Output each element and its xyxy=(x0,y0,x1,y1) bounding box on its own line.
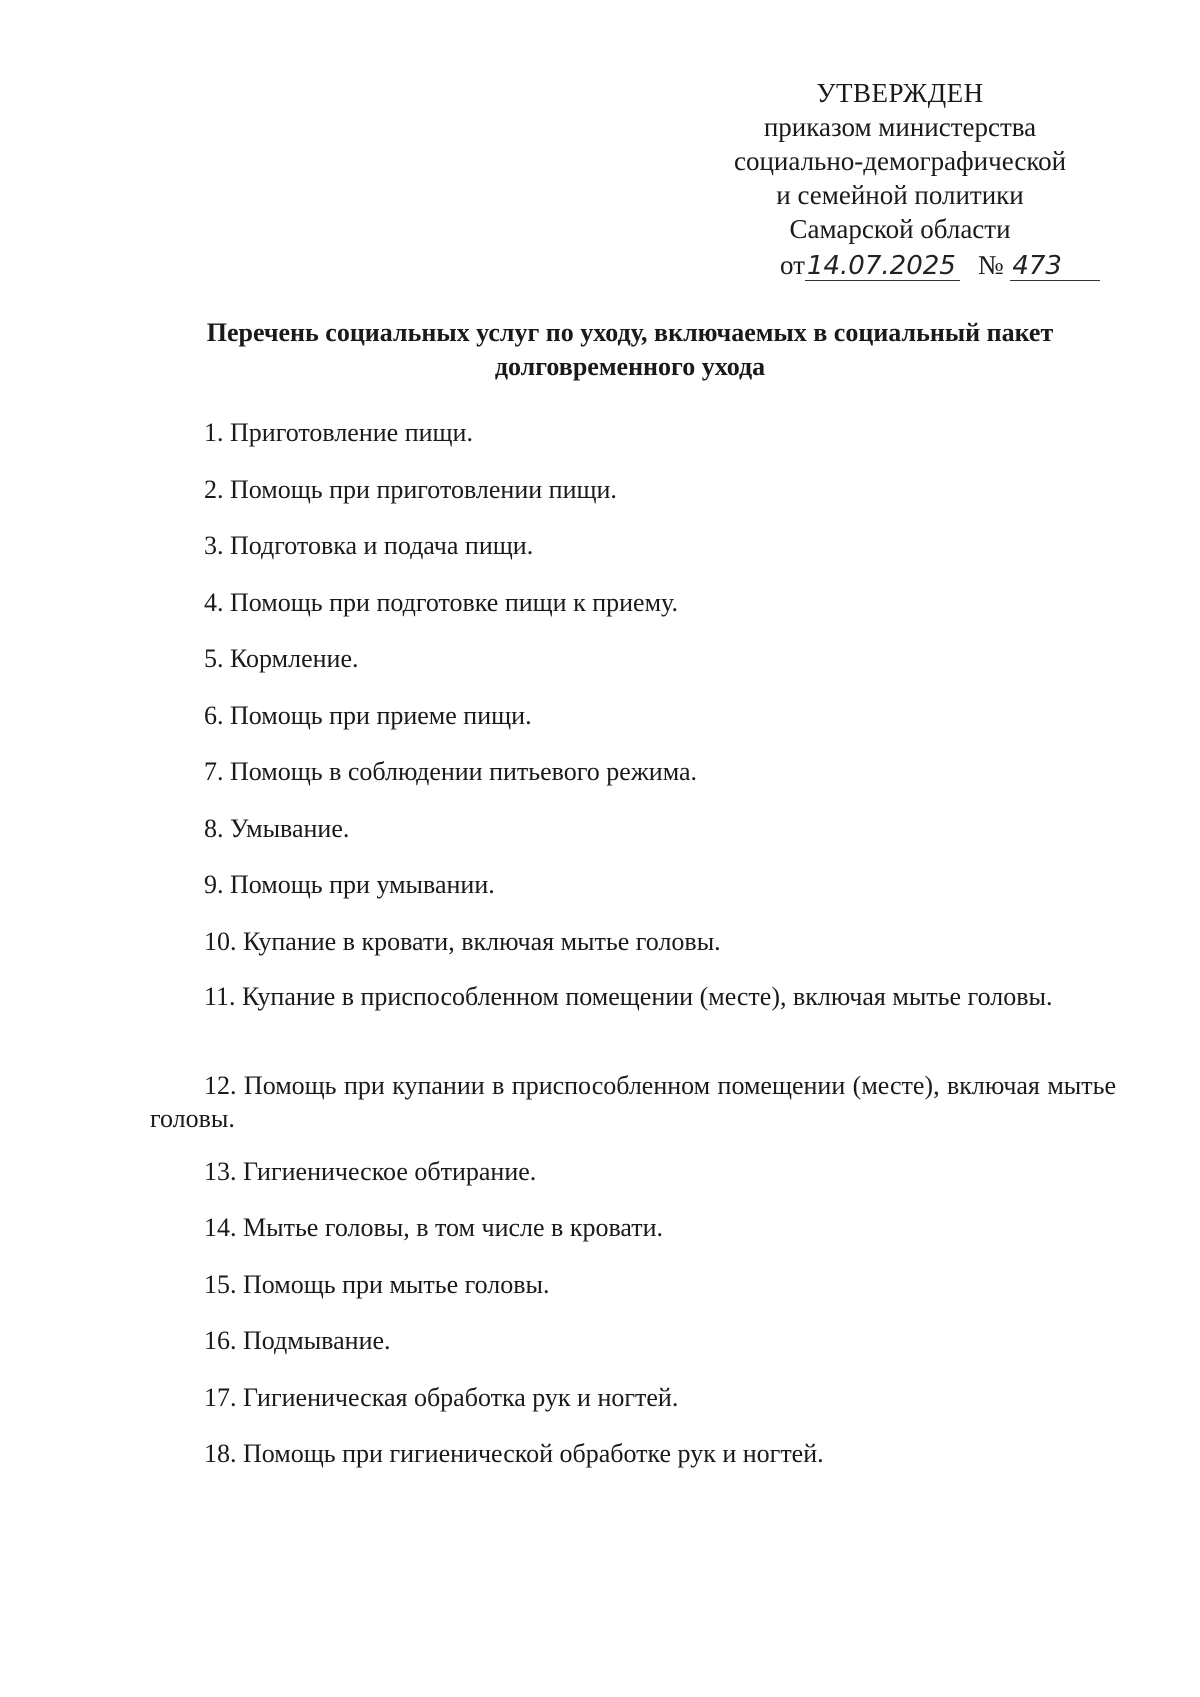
list-item: 2. Помощь при приготовлении пищи. xyxy=(204,475,617,504)
approval-line-2: социально-демографической xyxy=(733,146,1067,176)
approval-line-1: приказом министерства xyxy=(763,112,1037,142)
approval-line-3: и семейной политики xyxy=(776,180,1024,210)
list-item: 18. Помощь при гигиенической обработке рук и ногтей. xyxy=(204,1439,824,1468)
approval-date-line xyxy=(780,248,1100,282)
list-item: 8. Умывание. xyxy=(204,814,350,843)
list-item: 11. Купание в приспособленном помещении (месте), включая мытье головы. xyxy=(204,982,1053,1011)
list-item: 17. Гигиеническая обработка рук и ногтей. xyxy=(204,1383,679,1412)
list-item: 16. Подмывание. xyxy=(204,1326,391,1355)
number-sign: № xyxy=(977,250,1004,280)
list-item: 9. Помощь при умывании. xyxy=(204,870,495,899)
handwritten-date: 14.07.2025 xyxy=(805,252,960,281)
list-item: 4. Помощь при подготовке пищи к приему. xyxy=(204,588,678,617)
list-item: 15. Помощь при мытье головы. xyxy=(204,1270,550,1299)
list-item: 3. Подготовка и подача пищи. xyxy=(204,531,534,560)
approval-status: УТВЕРЖДЕН xyxy=(816,78,984,108)
list-item: 7. Помощь в соблюдении питьевого режима. xyxy=(204,757,698,786)
handwritten-order-number: 473 xyxy=(1010,252,1100,281)
document-title: Перечень социальных услуг по уходу, включаемых в социальный пакет долговременного ухода xyxy=(206,318,1054,381)
list-item: 12. Помощь при купании в приспособленном помещении (месте), включая мытье головы. xyxy=(150,1071,1116,1133)
approval-block xyxy=(690,76,1110,246)
list-item: 6. Помощь при приеме пищи. xyxy=(204,701,532,730)
list-item: 5. Кормление. xyxy=(204,644,359,673)
list-item: 1. Приготовление пищи. xyxy=(204,418,473,447)
date-prefix: от xyxy=(780,250,805,280)
list-item: 10. Купание в кровати, включая мытье головы. xyxy=(204,927,721,956)
list-item: 13. Гигиеническое обтирание. xyxy=(204,1157,537,1186)
approval-line-4: Самарской области xyxy=(789,214,1011,244)
list-item: 14. Мытье головы, в том числе в кровати. xyxy=(204,1213,664,1242)
